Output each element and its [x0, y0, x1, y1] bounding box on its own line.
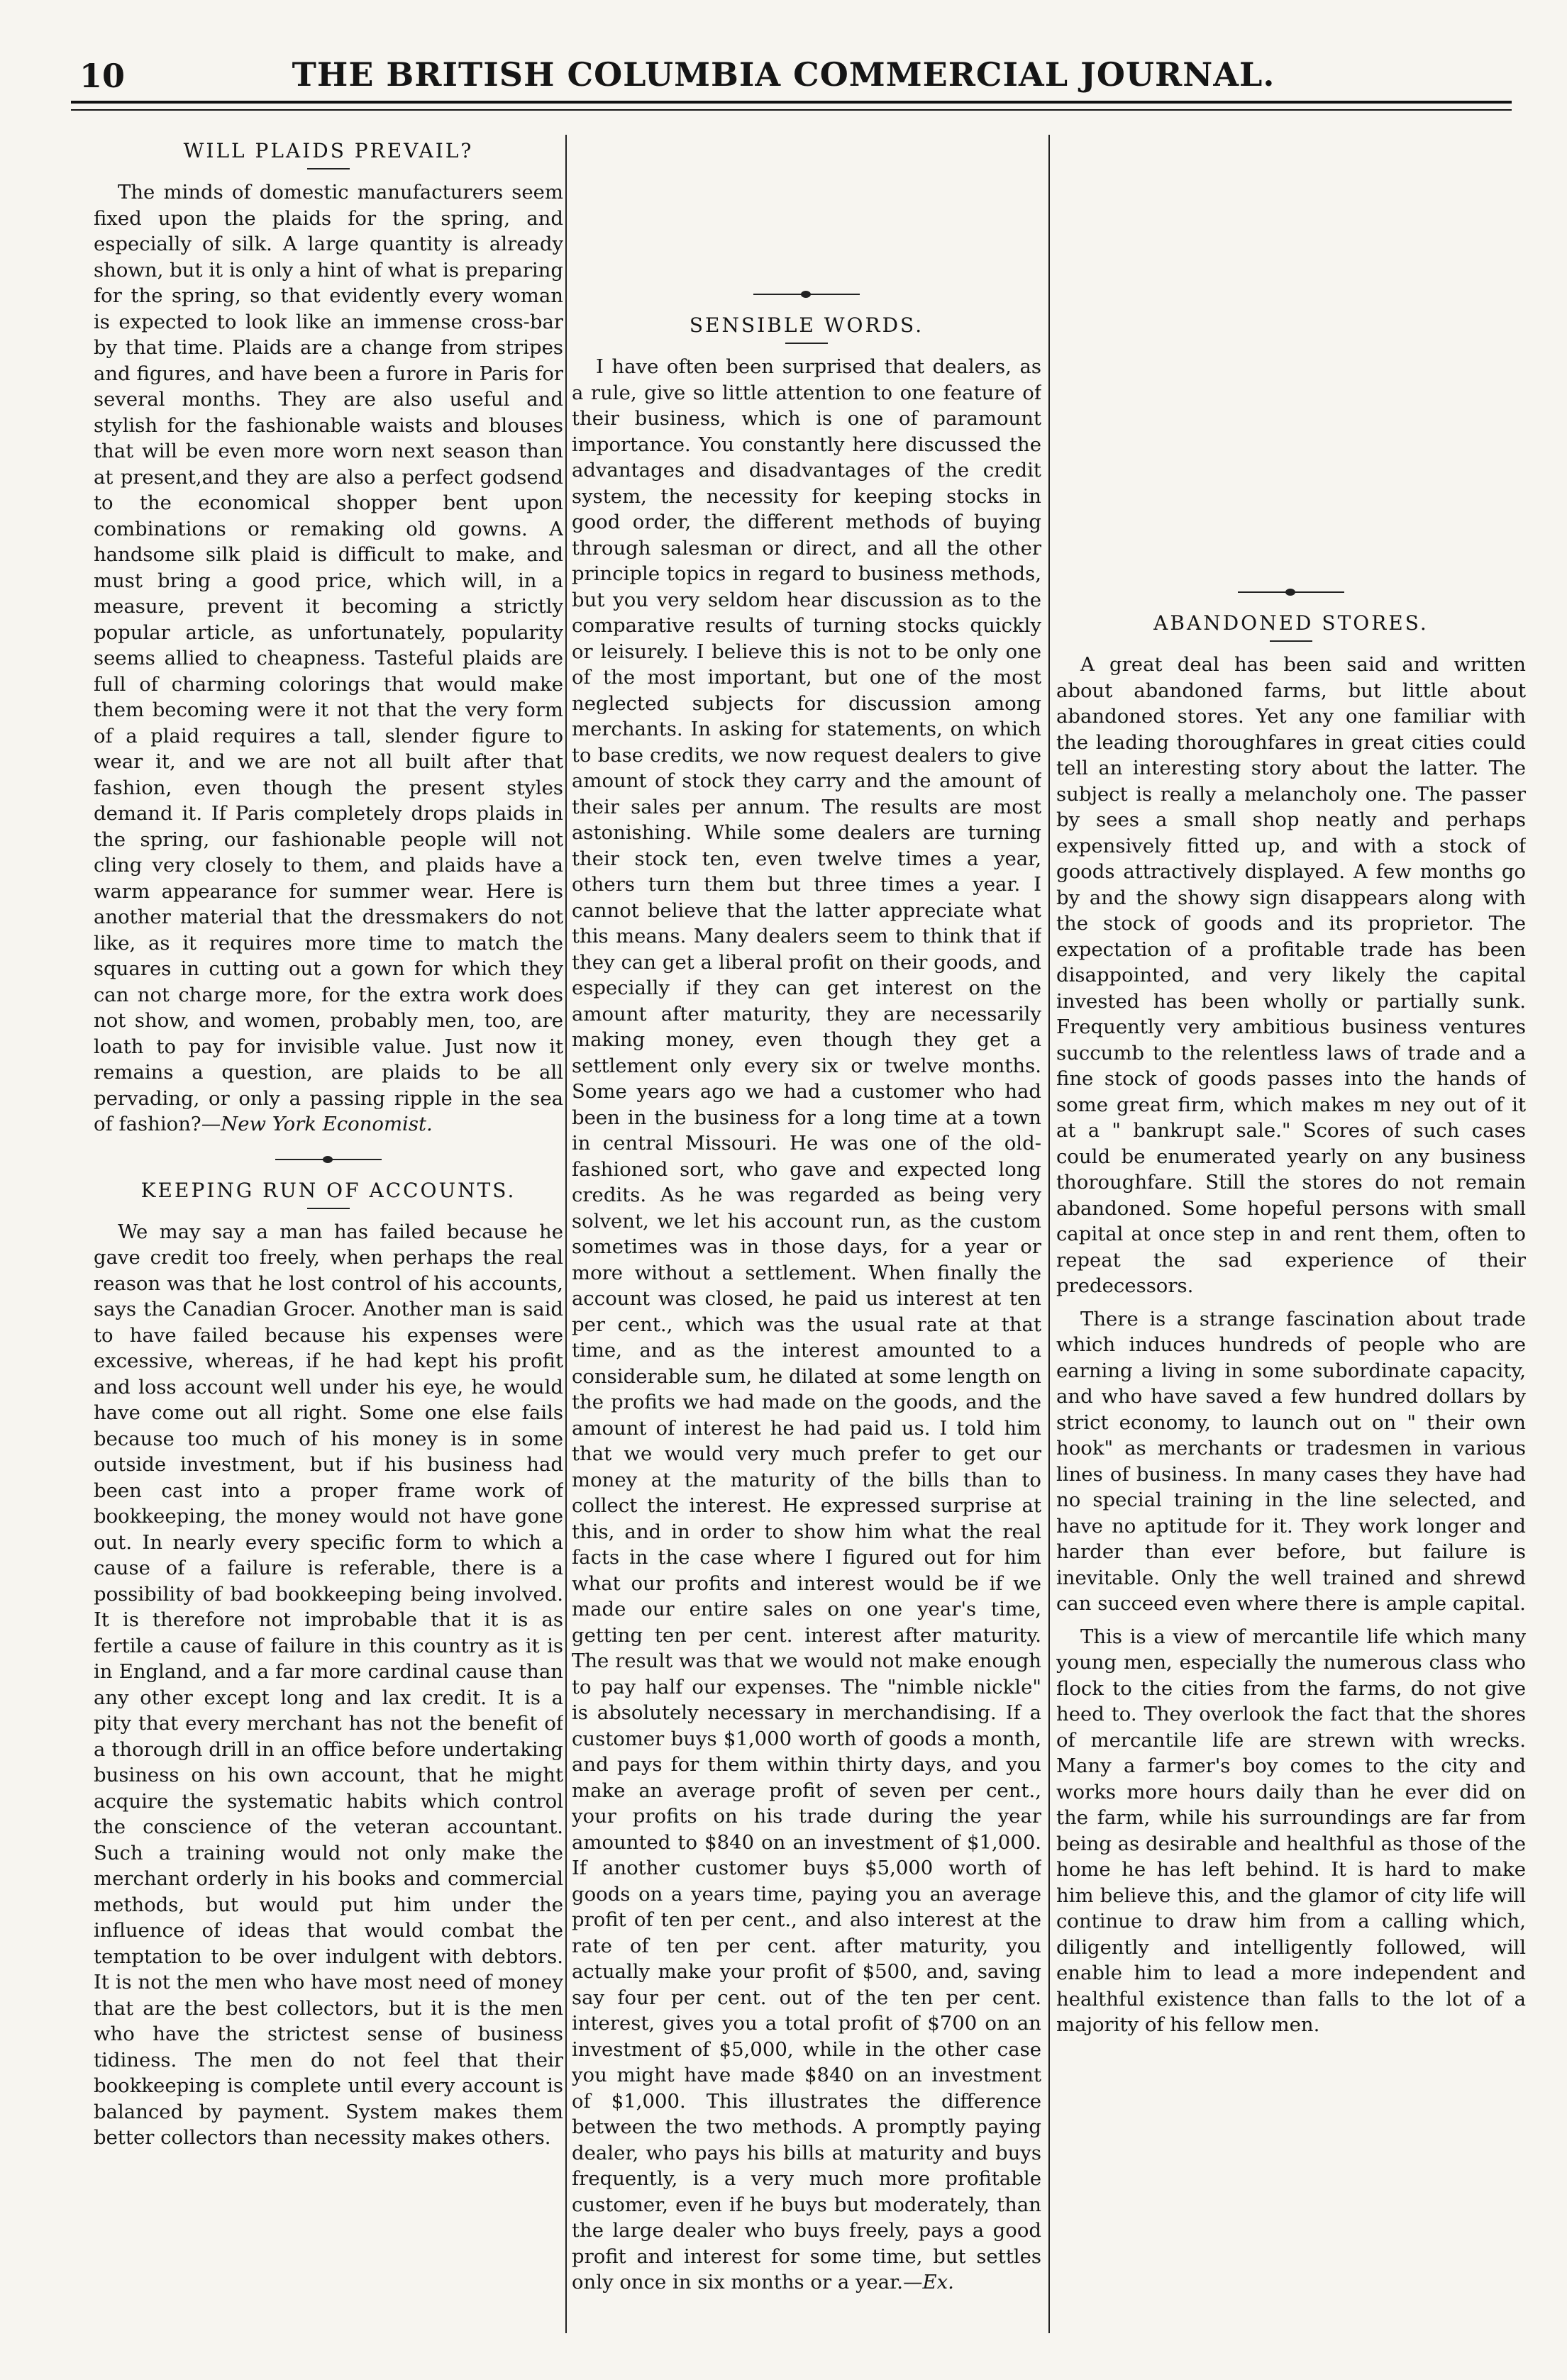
article-heading-words: SENSIBLE WORDS. [689, 313, 924, 337]
heading-rule [307, 168, 350, 169]
header-rule [71, 101, 1512, 104]
article-heading-accounts: KEEPING RUN OF ACCOUNTS. [140, 1178, 516, 1202]
article-body-stores-p2: There is a strange fascination about trade which induces hundreds of people who are earning a living in some subordinate capacity, and who have saved a few hundred dollars by strict economy, to launch out on " their own hook" as merchants or tradesmen in various lines of business. In many cases they have had no special training in the line selected, and have no aptitude for it. They work longer and harder than ever before, but failure is inevitable. Only the well trained and shrewd can succeed even where there is ample capital. [1056, 1307, 1526, 1615]
article-source: —Ex. [903, 2271, 954, 2293]
column-divider-1 [565, 135, 567, 2333]
page-number: 10 [79, 57, 126, 95]
journal-title: THE BRITISH COLUMBIA COMMERCIAL JOURNAL. [292, 55, 1275, 94]
heading-rule [785, 343, 828, 344]
page-header [64, 48, 1503, 105]
article-body-stores-p3: This is a view of mercantile life which many young men, especially the numerous class who flock to the cities from the farms, do not give heed to. They overlook the fact that the shores of mercantile life are strewn with wrecks. Many a farmer's boy comes to the city and works more hours daily than he ever did on the farm, while his surroundings are far from being as desirable and healthful as those of the home he has left behind. It is hard to make him believe this, and the glamor of city life will continue to draw him from a calling which, diligently and intelligently followed, will enable him to lead a more independent and healthful existence than falls to the lot of a majority of his fellow men. [1056, 1625, 1526, 2036]
article-separator [1238, 589, 1344, 596]
column-3 [1056, 135, 1526, 2362]
article-body-accounts: We may say a man has failed because he gave credit too freely, when perhaps the real reason was that he lost control of his accounts, says the Canadian Grocer. Another man is said to have failed because his expenses were excessive, whereas, if he had kept his profit and loss account well under his eye, he would have come out all right. Some one else fails because too much of his money is in some outside investment, but if his business had been cast into a proper frame work of bookkeeping, the money would not have gone out. In nearly every specific form to which a cause of a failure is referable, there is a possibility of bad bookkeeping being involved. It is therefore not improbable that it is as fertile a cause of failure in this country as it is in England, and a far more cardinal cause than any other except long and lax credit. It is a pity that every merchant has not the benefit of a thorough drill in an office before undertaking business on his own account, that he might acquire the systematic habits which control the conscience of the veteran accountant. Such a training would not only make the merchant orderly in his books and commercial methods, but would put him under the influence of ideas that would combat the temptation to be over indulgent with debtors. It is not the men who have most need of money that are the best collectors, but it is the men who have the strictest sense of business tidiness. The men do not feel that their bookkeeping is complete until every account is balanced by payment. System makes them better collectors than necessity makes others. [94, 1220, 563, 2149]
header-rule-thin [71, 109, 1512, 111]
column-1 [94, 135, 563, 2362]
article-body-plaids [94, 179, 563, 1138]
article-body-stores-p1: A great deal has been said and written about abandoned farms, but little about abandoned stores. Yet any one familiar with the leading thoroughfares in great cities could tell an interesting story about the latter. The subject is really a melancholy one. The passer by sees a small shop neatly and perhaps expensively fitted up, and with a stock of goods attractively displayed. A few months go by and the showy sign disappears along with the stock of goods and its proprietor. The expectation of a profitable trade has been disappointed, and very likely the capital invested has been wholly or partially sunk. Frequently very ambitious business ventures succumb to the relentless laws of trade and a fine stock of goods passes into the hands of some great firm, which makes m ney out of it at a " bankrupt sale." Scores of such cases could be enumerated yearly on any business thoroughfare. Still the stores do not remain abandoned. Some hopeful persons with small capital at once step in and rent them, often to repeat the sad experience of their predecessors. [1056, 653, 1526, 1297]
column-2 [572, 135, 1041, 2362]
heading-rule [307, 1208, 350, 1209]
column-divider-2 [1048, 135, 1050, 2333]
article-body-words [572, 354, 1041, 2296]
article-separator [275, 1156, 382, 1163]
article-heading-stores: ABANDONED STORES. [1153, 611, 1429, 635]
article-separator [753, 291, 860, 298]
paragraph-text: I have often been surprised that dealers, as a rule, give so little attention to one feature of their business, which is one of paramount importance. You constantly here discussed the advantages and disadvantages of the credit system, the necessity for keeping stocks in good order, the different methods of buying through salesman or direct, and all the other principle topics in regard to business methods, but you very seldom hear discussion as to the comparative results of turning stocks quickly or leisurely. I believe this is not to be only one of the most important, but one of the most neglected subjects for discussion among merchants. In asking for statements, on which to base credits, we now request dealers to give amount of stock they carry and the amount of their sales per annum. The results are most astonishing. While some dealers are turning their stock ten, even twelve times a year, others turn them but three times a year. I cannot believe that the latter appreciate what this means. Many dealers seem to think that if they can get a liberal profit on their goods, and especially if they can get interest on the amount after maturity, they are necessarily making money, even though they get a settlement only every six or twelve months. Some years ago we had a customer who had been in the business for a long time at a town in central Missouri. He was one of the old-fashioned sort, who gave and expected long credits. As he was regarded as being very solvent, we let his account run, as the custom sometimes was in those days, for a year or more without a settlement. When finally the account was closed, he paid us interest at ten per cent., which was the usual rate at that time, and as the interest amounted to a considerable sum, he dilated at some length on the profits we had made on the goods, and the amount of interest he had paid us. I told him that we would very much prefer to get our money at the maturity of the bills than to collect the interest. He expressed surprise at this, and in order to show him what the real facts in the case where I figured out for him what our profits and interest would be if we made our entire sales on one year's time, getting ten per cent. interest after maturity. The result was that we would not make enough to pay half our expenses. The "nimble nickle" is absolutely necessary in merchandising. If a customer buys $1,000 worth of goods a month, and pays for them within thirty days, and you make an average profit of seven per cent., your profits on his trade during the year amounted to $840 on an investment of $1,000. If another customer buys $5,000 worth of goods on a years time, paying you an average profit of ten per cent., and also interest at the rate of ten per cent. after maturity, you actually make your profit of $500, and, saving say four per cent. out of the ten per cent. interest, gives you a total profit of $700 on an investment of $5,000, while in the other case you might have made $840 on an investment of $1,000. This illustrates the difference between the two methods. A promptly paying dealer, who pays his bills at maturity and buys frequently, is a very much more profitable customer, even if he buys but moderately, than the large dealer who buys freely, pays a good profit and interest for some time, but settles only once in six months or a year. [572, 355, 1041, 2293]
paragraph-text: The minds of domestic manufacturers seem fixed upon the plaids for the spring, and especially of silk. A large quantity is already shown, but it is only a hint of what is preparing for the spring, so that evidently every woman is expected to look like an immense cross-bar by that time. Plaids are a change from stripes and figures, and have been a furore in Paris for several months. They are also useful and stylish for the fashionable waists and blouses that will be even more worn next season than at present,and they are also a perfect godsend to the economical shopper bent upon combinations or remaking old gowns. A handsome silk plaid is difficult to make, and must bring a good price, which will, in a measure, prevent it becoming a strictly popular article, as unfortunately, popularity seems allied to cheapness. Tasteful plaids are full of charming colorings that would make them becoming were it not that the very form of a plaid requires a tall, slender figure to wear it, and we are not all built after that fashion, even though the present styles demand it. If Paris completely drops plaids in the spring, our fashionable people will not cling very closely to them, and plaids have a warm appearance for summer wear. Here is another material that the dressmakers do not like, as it requires more time to match the squares in cutting out a gown for which they can not charge more, for the extra work does not show, and women, probably men, too, are loath to pay for invisible value. Just now it remains a question, are plaids to be all pervading, or only a passing ripple in the sea of fashion? [94, 181, 563, 1135]
article-source: —New York Economist. [201, 1113, 433, 1135]
heading-rule [1270, 640, 1312, 642]
article-heading-plaids: WILL PLAIDS PREVAIL? [183, 139, 474, 162]
